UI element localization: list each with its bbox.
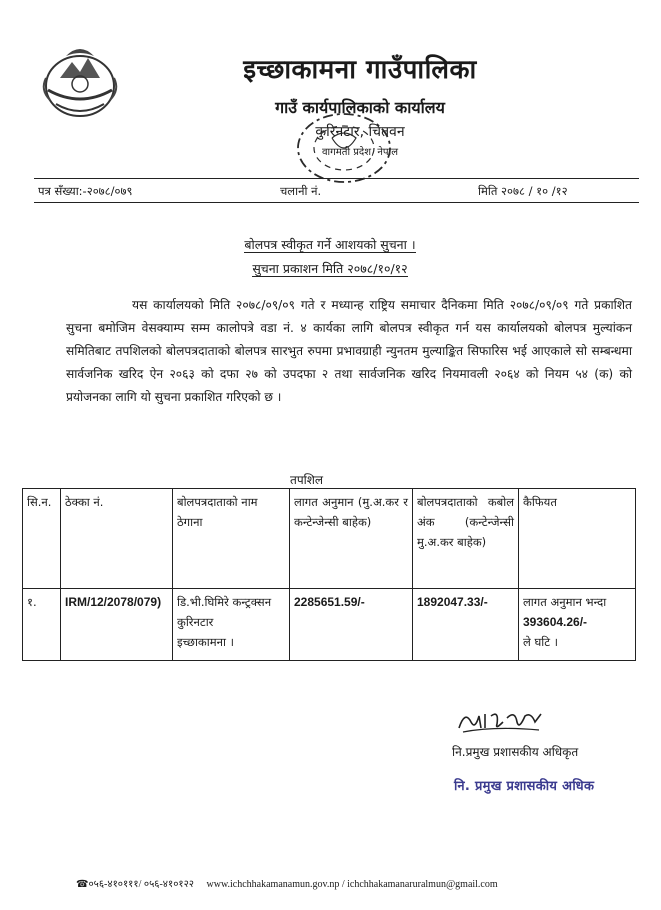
remarks-line-3: ले घटि । (523, 635, 559, 649)
office-address: कुरिनटार, चितवन (315, 124, 405, 140)
subject-text: बोलपत्र स्वीकृत गर्ने आशयको सुचना । (244, 237, 416, 252)
publication-date-line (100, 260, 560, 277)
header-contract-no: ठेक्का नं. (61, 489, 173, 589)
publication-date-text: सुचना प्रकाशन मिति २०७८/१०/१२ (252, 261, 408, 276)
officer-seal-text: नि. प्रमुख प्रशासकीय अधिक (454, 779, 595, 794)
bidder-name: डि.भी.घिमिरे कन्ट्रक्सन कुरिनटार (177, 595, 272, 629)
header-bid-amount: बोलपत्रदाताको कबोल अंक (कन्टेन्जेन्सी मु.अ.कर बाहेक) (413, 489, 519, 589)
reference-bottom-rule (34, 202, 639, 203)
table-caption: तपशिल (290, 473, 324, 487)
municipality-title: इच्छाकामना गाउँपालिका (243, 55, 477, 85)
footer-contact (76, 876, 498, 890)
government-emblem-logo (36, 38, 124, 124)
cell-remarks (519, 589, 636, 661)
letter-number: पत्र सँख्या:-२०७८/०७९ (38, 184, 133, 198)
dispatch-number: चलानी नं. (280, 184, 322, 198)
cell-bidder (173, 589, 290, 661)
footer-web-email: www.ichchhakamanamun.gov.np / ichchhakamanaruralmun@gmail.com (206, 879, 498, 890)
notice-body: यस कार्यालयको मिति २०७८/०९/०९ गते र मध्यान्ह राष्ट्रिय समाचार दैनिकमा मिति २०७८/०९/०९ गते प्रकाशित सुचना बमोजिम वेसक्याम्प सम्म कालोपत्रे वडा नं. ४ कार्यका लागि बोलपत्र स्वीकृत गर्न यस कार्यालयको बोलपत्र मुल्यांकन समितिबाट तपशिलको बोलपत्रदाताको बोलपत्र सारभुत रुपमा प्रभावग्राही न्युनतम मुल्याङ्कित सिफारिस भई आएकाले सो सम्बन्धमा सार्वजनिक खरिद ऐन २०६३ को दफा २७ को उपदफा २ तथा सार्वजनिक खरिद नियमावली २०६४ को नियम ५४ (क) को प्रयोजनका लागि यो सुचना प्रकाशित गरिएको छ । (66, 298, 632, 404)
handwritten-signature (455, 708, 545, 734)
header-cost-estimate: लागत अनुमान (मु.अ.कर र कन्टेन्जेन्सी बाहेक) (290, 489, 413, 589)
remarks-line-1: लागत अनुमान भन्दा (523, 595, 607, 609)
table-header-row (23, 489, 636, 589)
letter-date: मिति २०७८ / १० /१२ (478, 184, 568, 198)
cell-contract-no: IRM/12/2078/079) (61, 589, 173, 661)
office-province: वागमती प्रदेश, नेपाल (322, 147, 398, 158)
table-row (23, 589, 636, 661)
bidder-place: इच्छाकामना । (177, 635, 234, 649)
subject-line (100, 236, 560, 253)
header-sn: सि.न. (23, 489, 61, 589)
remarks-amount: 393604.26/- (523, 615, 588, 629)
cell-cost-estimate: 2285651.59/- (290, 589, 413, 661)
office-name: गाउँ कार्यपालिकाको कार्यालय (275, 98, 445, 117)
bid-details-table (22, 488, 636, 661)
office-seal-stamp (282, 108, 404, 188)
cell-sn: १. (23, 589, 61, 661)
header-remarks: कैफियत (519, 489, 636, 589)
footer-phone: ☎०५६-४१०१११/ ०५६-४१०१२२ (76, 879, 194, 890)
header-bidder: बोलपत्रदाताको नाम ठेगाना (173, 489, 290, 589)
reference-top-rule (34, 178, 639, 179)
signatory-title: नि.प्रमुख प्रशासकीय अधिकृत (452, 745, 579, 759)
cell-bid-amount: 1892047.33/- (413, 589, 519, 661)
